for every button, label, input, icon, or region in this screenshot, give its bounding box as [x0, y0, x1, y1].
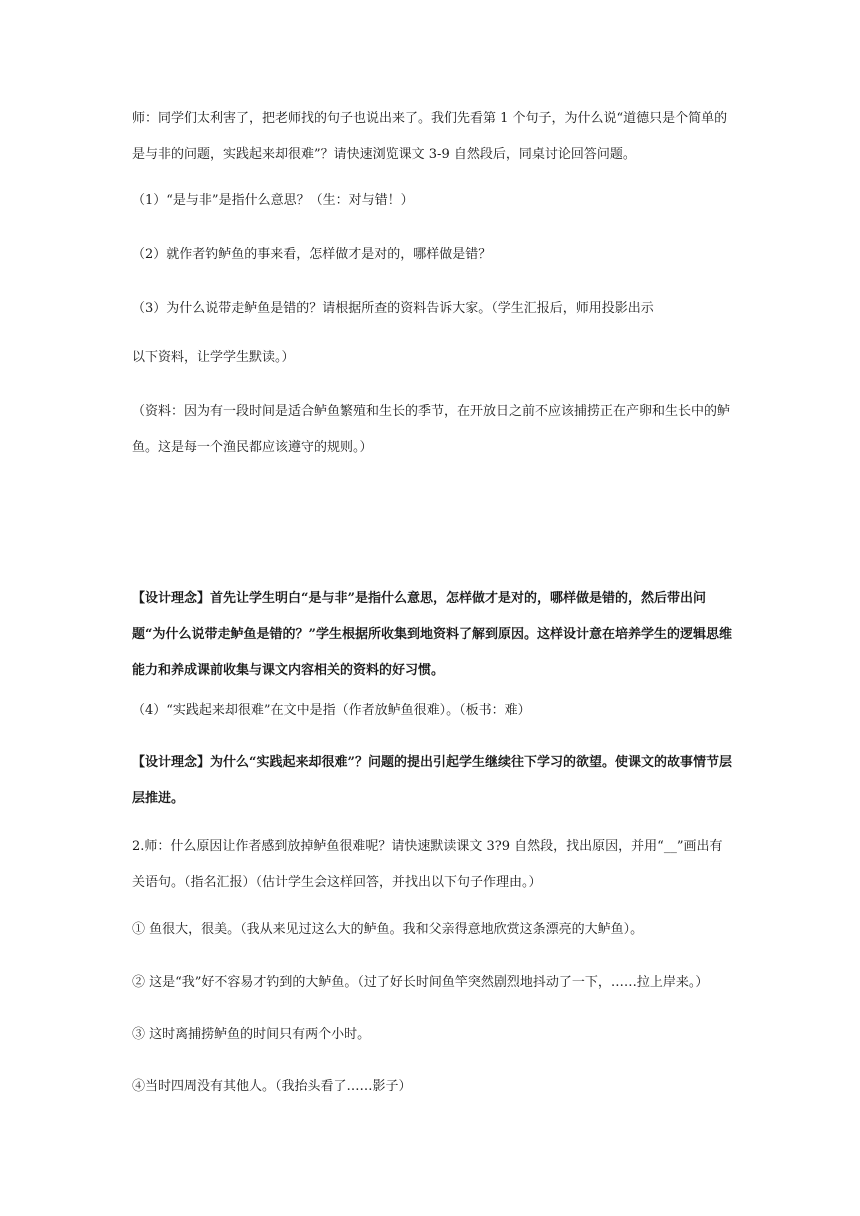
teacher-question-2: 2.师：什么原因让作者感到放掉鲈鱼很难呢？请快速默读课文 3?9 自然段，找出原因，并用“__”画出有关语句。（指名汇报）（估计学生会这样回答，并找出以下句子作理由。）	[132, 839, 723, 890]
design-rationale-2: 【设计理念】为什么“实践起来却很难”？问题的提出引起学生继续往下学习的欲望。使课文的故事情节层层推进。	[132, 755, 732, 806]
reference-material: （资料：因为有一段时间是适合鲈鱼繁殖和生长的季节，在开放日之前不应该捕捞正在产卵和生长中的鲈鱼。这是每一个渔民都应该遵守的规则。）	[132, 404, 731, 455]
design-rationale-1: 【设计理念】首先让学生明白“是与非”是指什么意思，怎样做才是对的，哪样做是错的，然后带出问题“为什么说带走鲈鱼是错的？”学生根据所收集到地资料了解到原因。这样设计意在培养学生的逻辑思维能力和养成课前收集与课文内容相关的资料的好习惯。	[132, 591, 732, 678]
question-2: （2）就作者钓鲈鱼的事来看，怎样做才是对的，哪样做是错？	[132, 247, 492, 262]
reason-4: ④当时四周没有其他人。（我抬头看了……影子）	[132, 1079, 412, 1094]
reason-1: ① 鱼很大，很美。（我从来见过这么大的鲈鱼。我和父亲得意地欣赏这条漂亮的大鲈鱼）。	[132, 922, 644, 937]
question-1: （1）“是与非”是指什么意思？（生：对与错！）	[132, 193, 414, 208]
reason-2: ② 这是“我”好不容易才钓到的大鲈鱼。（过了好长时间鱼竿突然剧烈地抖动了一下，……拉上岸来。）	[132, 975, 709, 990]
question-3-continuation: 以下资料，让学学生默读。）	[132, 350, 295, 365]
reason-3: ③ 这时离捕捞鲈鱼的时间只有两个小时。	[132, 1027, 371, 1042]
paragraph-teacher-intro: 师：同学们太利害了，把老师找的句子也说出来了。我们先看第 1 个句子，为什么说“道德只是个简单的是与非的问题，实践起来却很难”？请快速浏览课文 3-9 自然段后，同桌讨论回答问题。	[132, 111, 728, 162]
question-3: （3）为什么说带走鲈鱼是错的？请根据所查的资料告诉大家。（学生汇报后，师用投影出示	[132, 301, 654, 316]
question-4: （4）“实践起来却很难”在文中是指（作者放鲈鱼很难）。（板书：难）	[132, 703, 531, 718]
